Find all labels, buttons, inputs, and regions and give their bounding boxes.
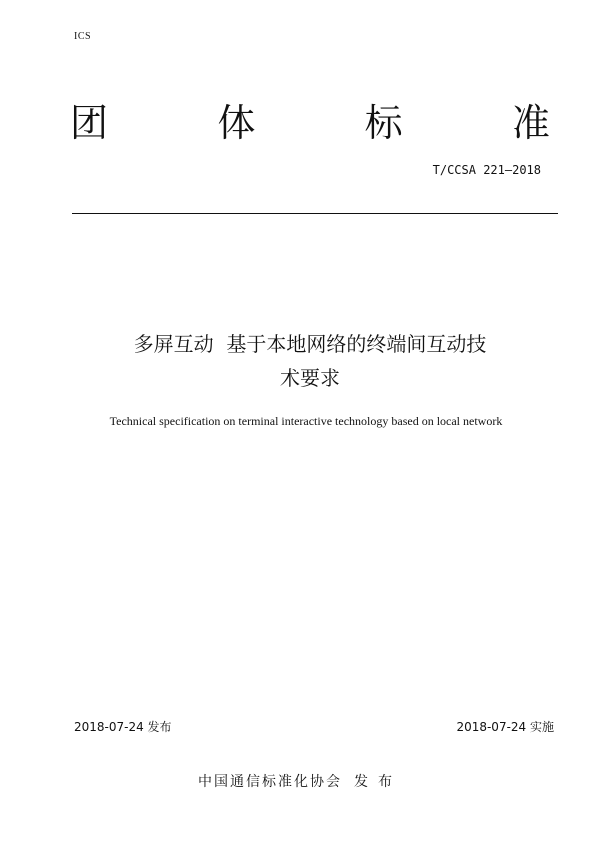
publisher-line: [0, 771, 600, 791]
publisher-name: 中国通信标准化协会: [198, 774, 342, 790]
ics-label: ICS: [74, 31, 92, 42]
document-title-en: Technical specification on terminal interactive technology based on local network: [109, 414, 503, 428]
category-char: 团: [70, 101, 109, 145]
document-title-zh-line2: 术要求: [280, 366, 340, 390]
document-title-zh-line1: 多屏互动 基于本地网络的终端间互动技: [133, 332, 487, 356]
category-char: 标: [364, 101, 403, 145]
issue-date: 2018-07-24 发布: [74, 720, 172, 734]
document-title-zh: [72, 327, 548, 395]
header-divider: [72, 213, 558, 214]
category-char: 体: [217, 101, 256, 145]
publisher-action: 发布: [354, 774, 402, 790]
standard-number: T/CCSA 221—2018: [432, 163, 541, 177]
category-char: 准: [511, 101, 550, 145]
implementation-date: 2018-07-24 实施: [456, 720, 554, 734]
standard-category-title: [70, 100, 550, 146]
